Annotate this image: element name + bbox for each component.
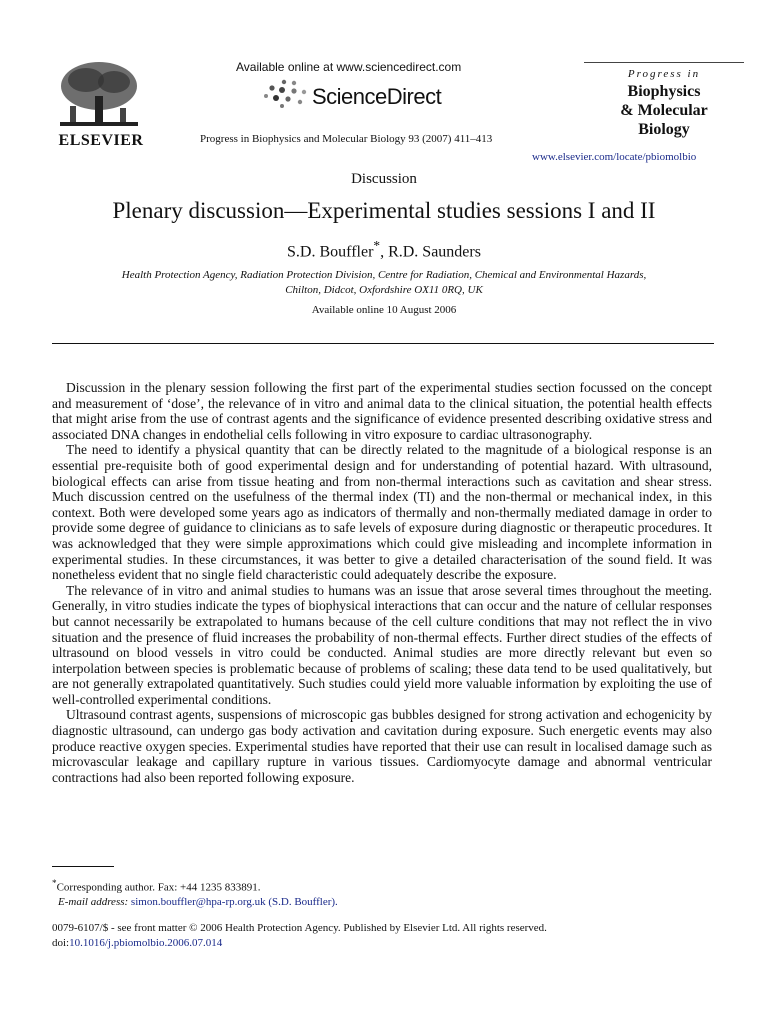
journal-logo-title <box>584 82 744 139</box>
journal-logo-title-line3: Biology <box>638 121 690 138</box>
affiliation-line: Chilton, Didcot, Oxfordshire OX11 0RQ, UK <box>285 284 483 296</box>
journal-url-link[interactable]: www.elsevier.com/locate/pbiomolbio <box>532 151 697 163</box>
author-name: R.D. Saunders <box>388 243 481 261</box>
available-online-date: Available online 10 August 2006 <box>311 304 457 316</box>
email-link[interactable]: simon.bouffler@hpa-rp.org.uk (S.D. Bouffler). <box>130 895 338 908</box>
body-paragraph: Discussion in the plenary session following the first part of the experimental studies section focussed on the concept and measurement of ‘dose’, the relevance of in vitro and animal data to the clinical situation, the potential health effects that might arise from the use of contrast agents and the significance of evidence presented describing oxidative stress and associated DNA changes in endothelial cells following in vitro exposure to cardiac ultrasonography. <box>52 380 712 442</box>
author-separator: , <box>380 243 389 261</box>
copyright-block <box>52 921 547 951</box>
affiliation-line: Health Protection Agency, Radiation Protection Division, Centre for Radiation, Chemical and Environmental Hazards, <box>121 269 647 281</box>
article-title: Plenary discussion—Experimental studies sessions I and II <box>112 198 656 223</box>
corresponding-author-text: Corresponding author. Fax: +44 1235 833891. <box>56 881 261 894</box>
copyright-line: 0079-6107/$ - see front matter © 2006 Health Protection Agency. Published by Elsevier Ltd. All rights reserved. <box>52 922 547 934</box>
email-label: E-mail address: <box>58 895 129 908</box>
author-list <box>0 238 768 261</box>
body-paragraph: The need to identify a physical quantity that can be directly related to the magnitude of a biological response is an essential pre-requisite both of good experimental design and for understanding of potential hazard. With ultrasound, biological effects can arise from tissue heating and from non-thermal interactions such as cavitation and shear stress. Much discussion centred on the usefulness of the thermal index (TI) and the non-thermal or mechanical index, in this context. Both were developed some years ago as indicators of thermally and non-thermally mediated damage in order to provide some degree of guidance to clinicians as to safe levels of exposure during diagnostic or therapeutic procedures. It was acknowledged that they were simple approximations which could give misleading and incomplete information in experimental studies. In these circumstances, it was better to give a detailed characterisation of the sound field. It was nonetheless evident that no single field characteristic could adequately describe the exposure. <box>52 442 712 583</box>
elsevier-tree-icon <box>56 60 142 130</box>
corresponding-author-mark[interactable]: * <box>373 238 381 253</box>
doi-link[interactable]: 10.1016/j.pbiomolbio.2006.07.014 <box>69 937 223 949</box>
sciencedirect-dots-icon <box>262 78 312 110</box>
elsevier-logo <box>22 60 144 150</box>
affiliation <box>60 268 708 298</box>
author-name: S.D. Bouffler <box>287 243 374 261</box>
journal-logo-title-line1: Biophysics <box>627 83 701 100</box>
body-paragraph: Ultrasound contrast agents, suspensions of microscopic gas bubbles designed for strong activation and echogenicity by diagnostic ultrasound, can undergo gas body activation and cavitation during exposure. Such energetic events may also produce reactive oxygen species. Experimental studies have reported that their use can result in localised damage such as microvascular leakage and capillary rupture in various tissues. Cardiomyocyte damage and abnormal ventricular contractions had also been reported following exposure. <box>52 707 712 785</box>
journal-logo-kicker: Progress in <box>627 68 701 80</box>
journal-logo-box <box>584 62 744 141</box>
journal-reference: Progress in Biophysics and Molecular Biology 93 (2007) 411–413 <box>200 133 493 145</box>
doi-line <box>52 936 547 951</box>
sciencedirect-logo-text: ScienceDirect <box>312 84 442 109</box>
doi-prefix: doi: <box>52 937 70 949</box>
section-label: Discussion <box>351 171 417 187</box>
article-body <box>52 380 712 785</box>
footnote-divider <box>52 866 114 867</box>
available-online-text: Available online at www.sciencedirect.com <box>236 60 462 74</box>
footnote-mark: * <box>52 878 57 888</box>
footnote <box>52 876 338 909</box>
elsevier-wordmark: ELSEVIER <box>58 132 144 149</box>
body-paragraph: The relevance of in vitro and animal studies to humans was an issue that arose several times throughout the meeting. Generally, in vitro studies indicate the types of biophysical interactions that can occur and the nature of cellular responses but cannot necessarily be extrapolated to humans because of the cell culture conditions that may not reflect the in vivo situation and the presence of fluid increases the probability of non-thermal effects. Further direct studies of the effects of ultrasound on blood vessels in vitro could be conducted. Animal studies are more directly relevant but even so interpolation between species is problematic because of problems of scaling; these data tend to be used qualitatively, but are not generally extrapolated quantitatively. Such studies could yield more valuable information by exploiting the use of well-controlled experimental conditions. <box>52 582 712 707</box>
corresponding-author-note <box>52 876 338 895</box>
journal-logo-title-line2: & Molecular <box>620 102 708 119</box>
email-note <box>52 895 338 909</box>
header-divider <box>52 343 714 344</box>
